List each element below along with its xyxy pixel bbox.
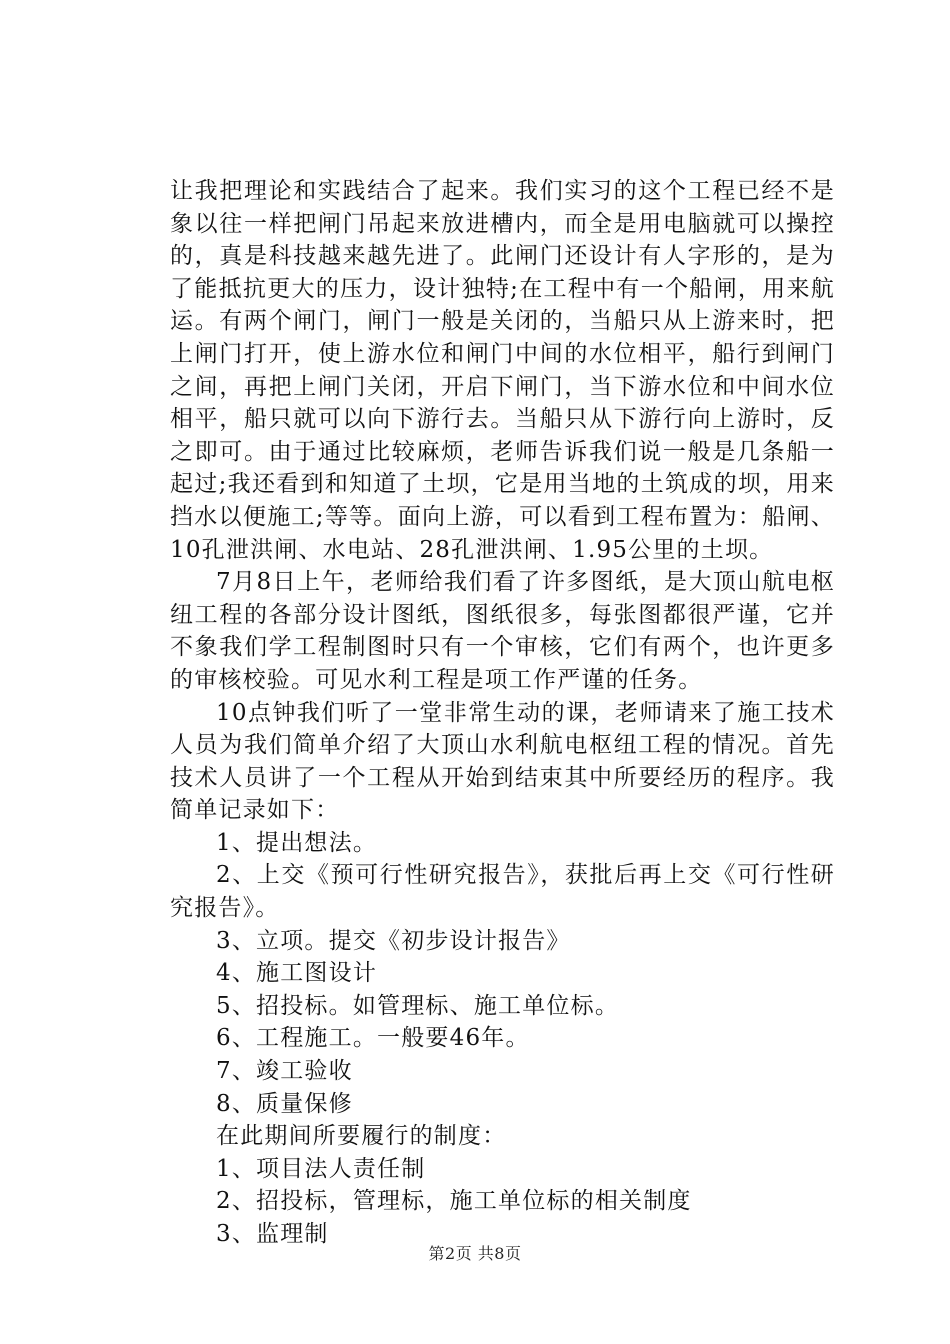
procedure-item: 1、提出想法。 bbox=[216, 829, 378, 856]
system-item: 3、监理制 bbox=[216, 1221, 329, 1247]
procedure-item: 7、竣工验收 bbox=[216, 1058, 353, 1085]
document-body bbox=[170, 175, 835, 1251]
paragraph-lecture: 10点钟我们听了一堂非常生动的课，老师请来了施工技术人员为我们简单介绍了大顶山水利航电枢纽工程的情况。首先技术人员讲了一个工程从开始到结束其中所要经历的程序。我简单记录如下： bbox=[170, 699, 835, 824]
systems-heading: 在此期间所要履行的制度： bbox=[216, 1123, 507, 1150]
procedure-item: 3、立项。提交《初步设计报告》 bbox=[216, 927, 571, 954]
procedure-item: 8、质量保修 bbox=[216, 1090, 353, 1117]
paragraph-continuation: 让我把理论和实践结合了起来。我们实习的这个工程已经不是象以往一样把闸门吊起来放进槽内，而全是用电脑就可以操控的，真是科技越来越先进了。此闸门还设计有人字形的，是为了能抵抗更大的压力，设计独特;在工程中有一个船闸，用来航运。有两个闸门，闸门一般是关闭的，当船只从上游来时，把上闸门打开，使上游水位和闸门中间的水位相平，船行到闸门之间，再把上闸门关闭，开启下闸门，当下游水位和中间水位相平，船只就可以向下游行去。当船只从下游行向上游时，反之即可。由于通过比较麻烦，老师告诉我们说一般是几条船一起过;我还看到和知道了土坝，它是用当地的土筑成的坝，用来挡水以便施工;等等。面向上游，可以看到工程布置为：船闸、10孔泄洪闸、水电站、28孔泄洪闸、1.95公里的土坝。 bbox=[170, 178, 835, 563]
procedure-item: 2、上交《预可行性研究报告》，获批后再上交《可行性研究报告》。 bbox=[170, 862, 835, 922]
procedure-item: 5、招投标。如管理标、施工单位标。 bbox=[216, 992, 620, 1019]
page-footer: 第2页 共8页 bbox=[428, 1244, 522, 1263]
system-item: 2、招投标，管理标，施工单位标的相关制度 bbox=[216, 1188, 692, 1215]
system-item: 1、项目法人责任制 bbox=[216, 1155, 426, 1182]
procedure-item: 4、施工图设计 bbox=[216, 960, 378, 987]
paragraph-drawings: 7月8日上午，老师给我们看了许多图纸，是大顶山航电枢纽工程的各部分设计图纸，图纸很多，每张图都很严谨，它并不象我们学工程制图时只有一个审核，它们有两个，也许更多的审核校验。可见水利工程是项工作严谨的任务。 bbox=[170, 569, 835, 693]
procedure-item: 6、工程施工。一般要46年。 bbox=[216, 1025, 530, 1052]
